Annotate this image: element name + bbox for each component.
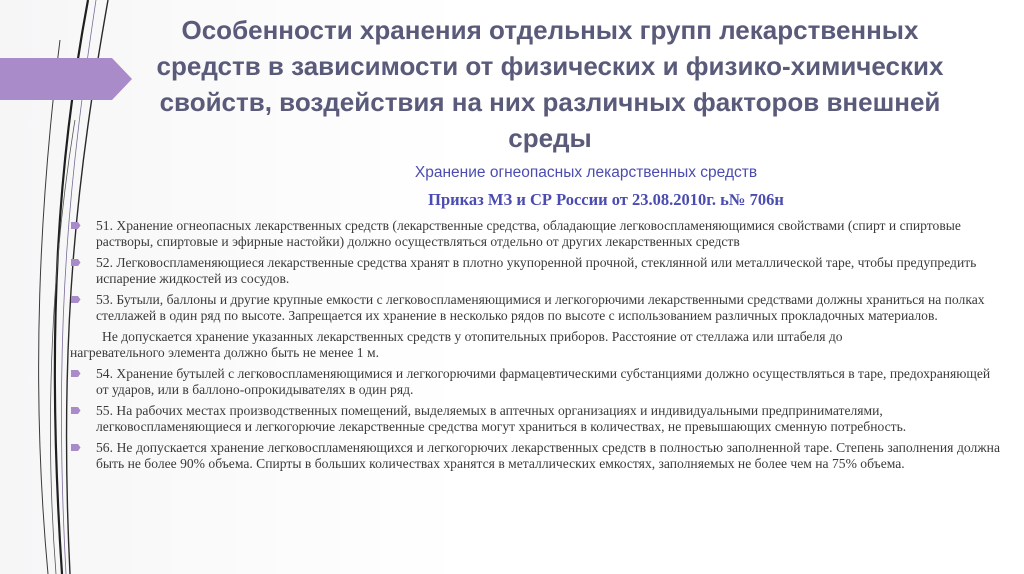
slide-title: Особенности хранения отдельных групп лекарственных средств в зависимости от физических и физико-химических свойств, воздействия на них различных факторов внешней среды xyxy=(156,15,944,153)
slide-subtitle: Хранение огнеопасных лекарственных средств xyxy=(414,164,758,181)
note-paragraph xyxy=(44,329,1000,361)
list-item xyxy=(70,440,1000,472)
item-text: 56. Не допускается хранение легковоспламеняющихся и легкогорючих лекарственных средств в полностью заполненной таре. Степень заполнения должна быть не более 90% объема. Спирты в больших количествах хранятся в металлических емкостях, заполняемых не более чем на 75% объема. xyxy=(96,440,1000,471)
accent-arrow-band xyxy=(0,58,132,100)
item-text: 55. На рабочих местах производственных помещений, выделяемых в аптечных организациях и индивидуальными предпринимателями, легковоспламеняющиеся и легкогорючие лекарственные средства могут храниться в количествах, не превышающих сменную потребность. xyxy=(96,403,907,434)
arrow-bullet-icon xyxy=(70,442,81,453)
list-item xyxy=(70,366,1000,398)
note-line-2: нагревательного элемента должно быть не менее 1 м. xyxy=(70,345,379,360)
item-text: 53. Бутыли, баллоны и другие крупные емкости с легковоспламеняющимися и легкогорючими лекарственными средствами должны храниться на полках стеллажей в один ряд по высоте. Запрещается их хранение в несколько рядов по высоте с использованием различных прокладочных материалов. xyxy=(96,292,985,323)
note-line-1: Не допускается хранение указанных лекарственных средств у отопительных приборов. Расстояние от стеллажа или штабеля до xyxy=(102,329,843,344)
list-item xyxy=(70,403,1000,435)
list-item xyxy=(70,255,1000,287)
item-text: 51. Хранение огнеопасных лекарственных средств (лекарственные средства, обладающие легковоспламеняющимися свойствами (спирт и спиртовые растворы, спиртовые и эфирные настойки) должно осуществляться отдельно от других лекарственных средств xyxy=(96,218,961,249)
content-list xyxy=(70,218,1000,477)
item-text: 54. Хранение бутылей с легковоспламеняющимися и легкогорючими фармацевтическими субстанциями должно осуществляться в таре, предохраняющей от ударов, или в баллоно-опрокидывателях в один ряд. xyxy=(96,366,991,397)
item-text: 52. Легковоспламеняющиеся лекарственные средства хранят в плотно укупоренной прочной, стеклянной или металлической таре, чтобы предупредить испарение жидкостей из сосудов. xyxy=(96,255,977,286)
arrow-bullet-icon xyxy=(70,220,81,231)
order-reference: Приказ МЗ и СР России от 23.08.2010г. ь№ 706н xyxy=(428,190,784,209)
arrow-bullet-icon xyxy=(70,257,81,268)
list-item xyxy=(70,218,1000,250)
arrow-bullet-icon xyxy=(70,294,81,305)
arrow-bullet-icon xyxy=(70,405,81,416)
list-item xyxy=(70,292,1000,324)
arrow-bullet-icon xyxy=(70,368,81,379)
